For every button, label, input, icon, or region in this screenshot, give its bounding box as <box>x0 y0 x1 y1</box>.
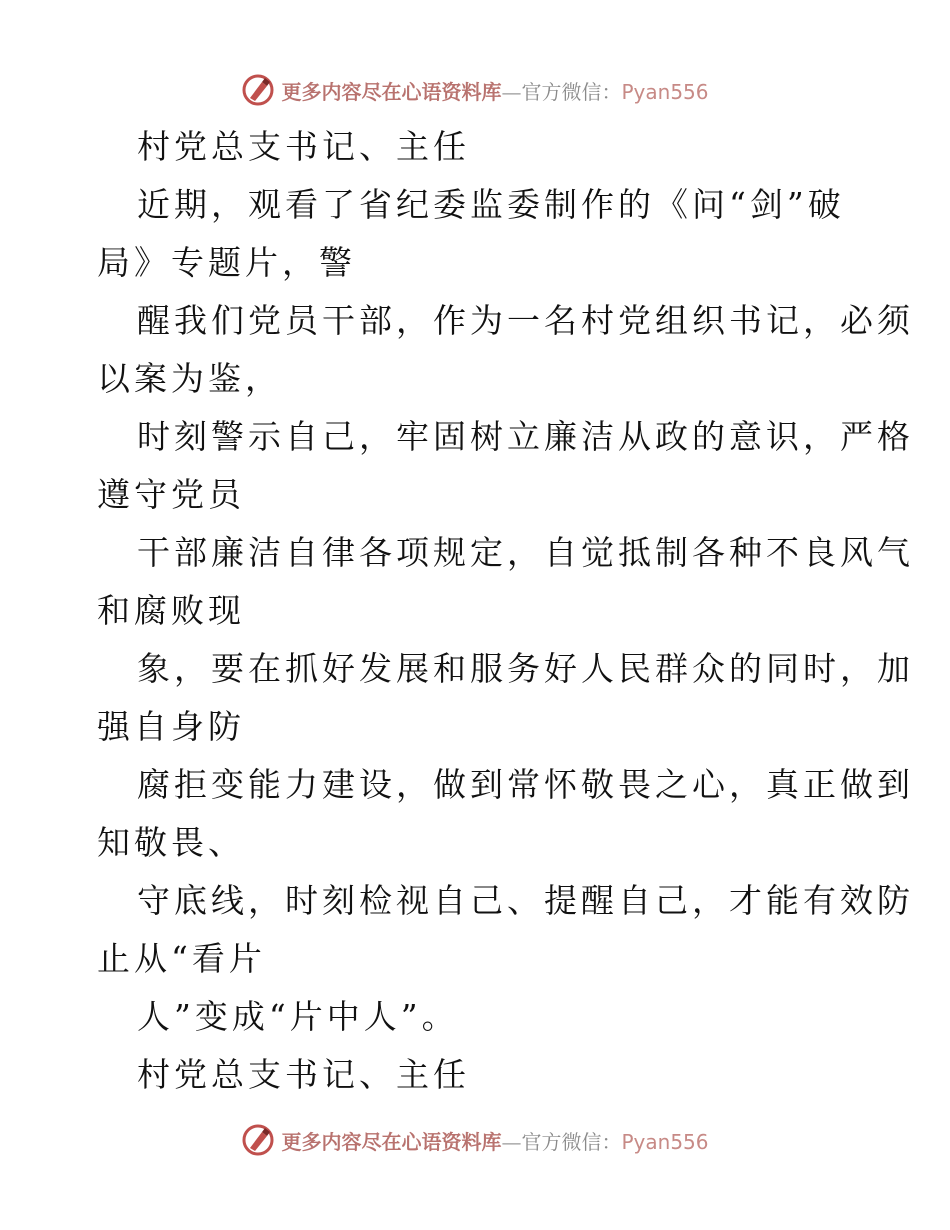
text-line: 遵守党员 <box>97 475 245 514</box>
text-line: 局》专题片，警 <box>97 243 356 282</box>
text-line: 止从“看片 <box>97 939 266 978</box>
document-body <box>97 118 914 1104</box>
text-line: 人”变成“片中人”。 <box>137 997 459 1036</box>
text-line: 象，要在抓好发展和服务好人民群众的同时，加 <box>137 649 914 688</box>
text-line: 知敬畏、 <box>97 823 245 862</box>
text-line: 干部廉洁自律各项规定，自觉抵制各种不良风气 <box>137 533 914 572</box>
text-line: 时刻警示自己，牢固树立廉洁从政的意识，严格 <box>137 417 914 456</box>
text-line: 村党总支书记、主任 <box>137 127 470 166</box>
pen-logo-icon <box>241 1123 275 1157</box>
watermark-brand: 更多内容尽在心语资料库 <box>281 79 502 104</box>
watermark-line <box>281 1126 708 1155</box>
text-line: 以案为鉴， <box>97 359 282 398</box>
text-line: 近期，观看了省纪委监委制作的《问“剑”破 <box>137 185 845 224</box>
text-line: 守底线，时刻检视自己、提醒自己，才能有效防 <box>137 881 914 920</box>
footer-watermark <box>0 1120 950 1160</box>
pen-logo-icon <box>241 73 275 107</box>
watermark-official: 官方微信： <box>521 1129 622 1154</box>
watermark-brand: 更多内容尽在心语资料库 <box>281 1129 502 1154</box>
header-watermark <box>0 70 950 110</box>
text-line: 醒我们党员干部，作为一名村党组织书记，必须 <box>137 301 914 340</box>
watermark-wechat-id: Pyan556 <box>621 1129 709 1154</box>
watermark-wechat-id: Pyan556 <box>621 79 709 104</box>
watermark-separator: — <box>501 1129 522 1154</box>
watermark-separator: — <box>501 79 522 104</box>
text-line: 村党总支书记、主任 <box>137 1055 470 1094</box>
text-line: 和腐败现 <box>97 591 245 630</box>
watermark-line <box>281 76 708 105</box>
watermark-official: 官方微信： <box>521 79 622 104</box>
text-line: 腐拒变能力建设，做到常怀敬畏之心，真正做到 <box>137 765 914 804</box>
text-line: 强自身防 <box>97 707 245 746</box>
